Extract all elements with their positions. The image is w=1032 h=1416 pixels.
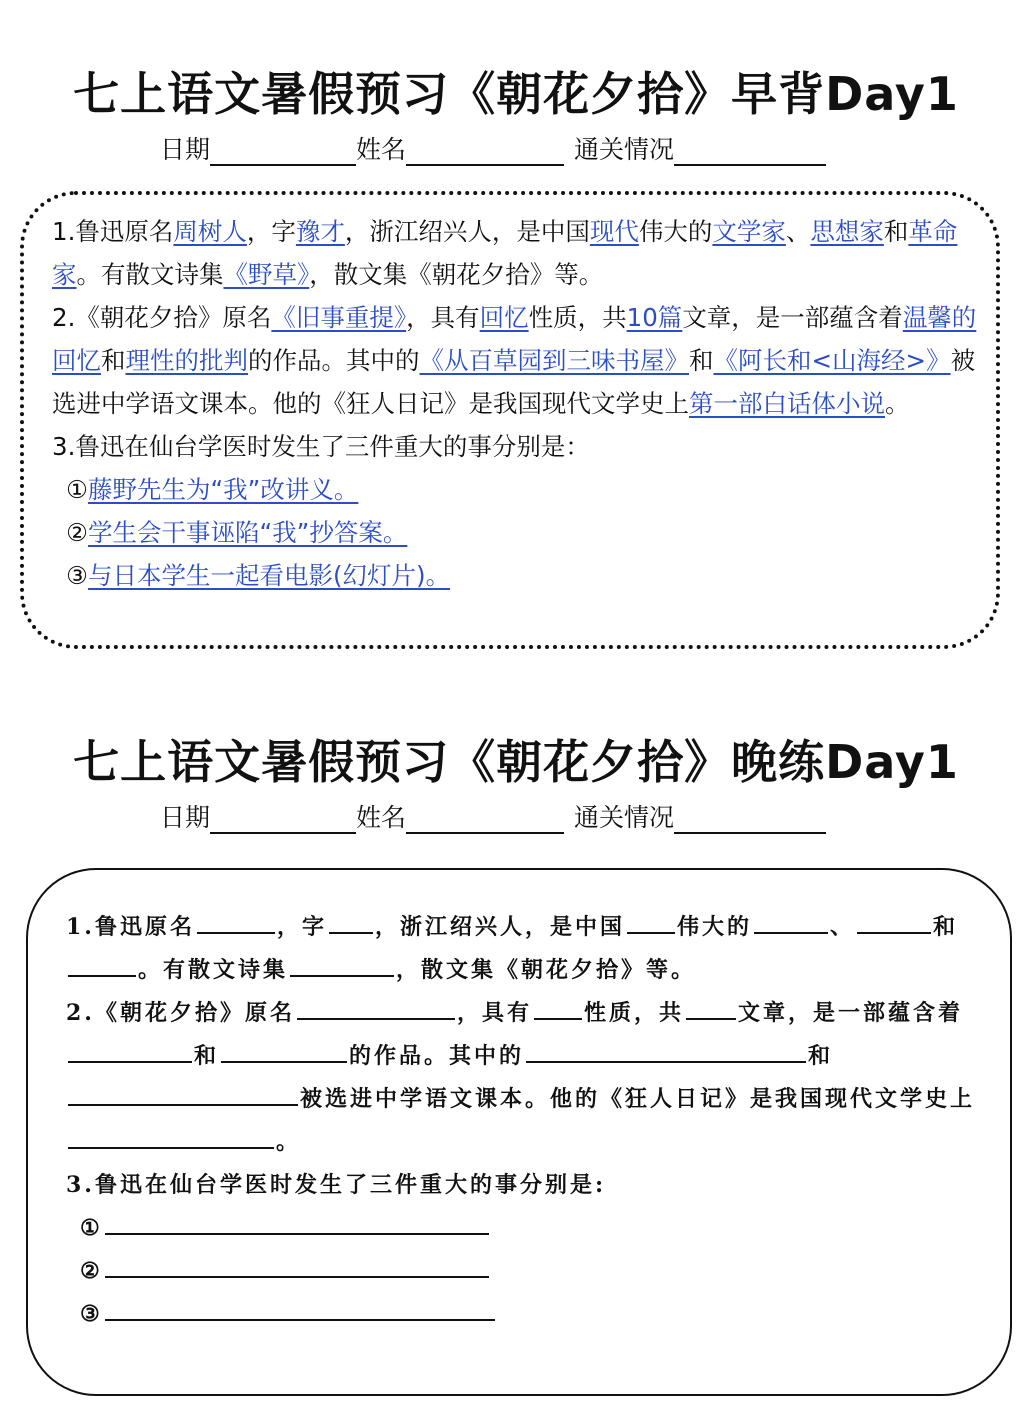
q1-answer-writer: 文学家: [712, 217, 786, 246]
q3-stem: 3.鲁迅在仙台学医时发生了三件重大的事分别是:: [66, 1172, 607, 1198]
q1-text: ，散文集《朝花夕拾》等。: [309, 260, 604, 289]
q2-text: ，具有: [406, 303, 480, 332]
q2-text: 的作品。其中的: [349, 1043, 525, 1069]
q2-answer-rational-critique: 理性的批判: [125, 346, 248, 375]
fill-blank[interactable]: [627, 910, 675, 934]
fill-blank[interactable]: [68, 953, 136, 977]
status-blank[interactable]: [674, 138, 826, 166]
name-label: 姓名: [356, 803, 407, 832]
date-label: 日期: [160, 803, 211, 832]
q1-text: ，浙江绍兴人，是中国: [374, 914, 625, 940]
morning-q2: [52, 296, 982, 425]
q1-text: 1.鲁迅原名: [52, 217, 174, 246]
q2-text: 性质，共: [583, 1000, 684, 1026]
q1-text: ，字: [276, 914, 327, 940]
q3-answer-row: [80, 1250, 976, 1293]
q1-text: 和: [883, 217, 909, 246]
fill-blank[interactable]: [534, 996, 582, 1020]
q1-text: 1.鲁迅原名: [66, 914, 195, 940]
q2-answer-nature: 回忆: [479, 303, 529, 332]
q1-text: 伟大的: [677, 914, 753, 940]
q1-text: 和: [933, 914, 959, 940]
morning-meta-row: [160, 130, 826, 166]
q3-answer-row: [80, 1207, 976, 1250]
evening-meta-row: [160, 798, 826, 834]
name-blank[interactable]: [406, 806, 564, 834]
fill-blank[interactable]: [754, 910, 828, 934]
fill-blank[interactable]: [68, 1125, 274, 1149]
status-blank[interactable]: [674, 806, 826, 834]
q2-text: 性质，共: [528, 303, 627, 332]
q2-text: 和: [808, 1043, 834, 1069]
q2-text: 被选进中学语文课本。他的《狂人日记》是我国现代文学史上: [300, 1086, 976, 1112]
q3-stem: 3.鲁迅在仙台学医时发生了三件重大的事分别是：: [52, 432, 590, 461]
date-blank[interactable]: [210, 806, 356, 834]
fill-blank[interactable]: [526, 1039, 806, 1063]
fill-blank[interactable]: [105, 1297, 495, 1321]
q1-answer-original-name: 周树人: [173, 217, 247, 246]
q1-text: 。有散文诗集: [138, 957, 289, 983]
evening-q3: [66, 1164, 976, 1336]
q2-text: ，具有: [456, 1000, 532, 1026]
morning-q3: [52, 425, 982, 597]
evening-title: 七上语文暑假预习《朝花夕拾》晚练Day1: [73, 735, 959, 789]
q1-answer-era: 现代: [589, 217, 639, 246]
fill-blank[interactable]: [290, 953, 394, 977]
q2-text: 的作品。其中的: [248, 346, 420, 375]
evening-q2: [66, 992, 976, 1164]
fill-blank[interactable]: [68, 1039, 192, 1063]
status-label: 通关情况: [574, 135, 675, 164]
q3-answer-row: [66, 468, 982, 511]
morning-q1: [52, 210, 982, 296]
q2-answer-essay-2: 《阿长和<山海经>》: [713, 346, 951, 375]
fill-blank[interactable]: [329, 910, 373, 934]
q1-text: 、: [785, 217, 811, 246]
q1-text: 伟大的: [638, 217, 713, 246]
q2-answer-essay-1: 《从百草园到三味书屋》: [419, 346, 689, 375]
q1-text: ，散文集《朝花夕拾》等。: [396, 957, 697, 983]
q2-answer-first-novel: 第一部白话体小说: [689, 389, 885, 418]
q2-text: 和: [689, 346, 714, 375]
q3-number: ②: [80, 1258, 103, 1284]
q2-text: 和: [101, 346, 126, 375]
fill-blank[interactable]: [68, 1082, 298, 1106]
morning-title: 七上语文暑假预习《朝花夕拾》早背Day1: [73, 67, 959, 121]
q2-text: 文章，是一部蕴含着: [682, 303, 903, 332]
fill-blank[interactable]: [686, 996, 736, 1020]
fill-blank[interactable]: [221, 1039, 347, 1063]
fill-blank[interactable]: [857, 910, 931, 934]
q3-number: ①: [80, 1215, 103, 1241]
status-label: 通关情况: [574, 803, 675, 832]
q2-answer-original-title: 《旧事重提》: [271, 303, 407, 332]
date-blank[interactable]: [210, 138, 356, 166]
q2-text: 。: [885, 389, 910, 418]
date-label: 日期: [160, 135, 211, 164]
q1-answer-prose-poems: 《野草》: [223, 260, 310, 289]
q3-number: ③: [80, 1301, 103, 1327]
q3-answer-2: 学生会干事诬陷“我”抄答案。: [87, 518, 408, 547]
morning-content: [52, 210, 982, 597]
q1-text: ，字: [246, 217, 296, 246]
fill-blank[interactable]: [105, 1211, 489, 1235]
q3-answer-row: [80, 1293, 976, 1336]
q3-answer-1: 藤野先生为“我”改讲义。: [87, 475, 359, 504]
q2-answer-warm-memory: 温馨的回忆: [52, 303, 977, 375]
name-blank[interactable]: [406, 138, 564, 166]
fill-blank[interactable]: [297, 996, 455, 1020]
q1-text: ，浙江绍兴人，是中国: [344, 217, 590, 246]
q1-text: 、: [830, 914, 856, 940]
q2-text: 2.《朝花夕拾》原名: [52, 303, 272, 332]
q1-text: 。有散文诗集: [76, 260, 224, 289]
fill-blank[interactable]: [197, 910, 275, 934]
fill-blank[interactable]: [105, 1254, 489, 1278]
q2-text: 文章，是一部蕴含着: [738, 1000, 964, 1026]
q1-answer-thinker: 思想家: [810, 217, 884, 246]
q2-text: 。: [276, 1129, 302, 1155]
q3-number: ③: [66, 561, 88, 590]
q3-answer-3: 与日本学生一起看电影(幻灯片)。: [87, 561, 451, 590]
q3-number: ②: [66, 518, 88, 547]
q2-text: 被选进中学语文课本。他的《狂人日记》是我国现代文学史上: [52, 346, 976, 418]
q1-answer-revolutionary: 革命家: [52, 217, 958, 289]
q1-answer-courtesy-name: 豫才: [295, 217, 345, 246]
name-label: 姓名: [356, 135, 407, 164]
evening-content: [66, 906, 976, 1336]
q3-answer-row: [66, 511, 982, 554]
q2-text: 和: [194, 1043, 220, 1069]
q3-number: ①: [66, 475, 88, 504]
q3-answer-row: [66, 554, 982, 597]
q2-answer-count: 10篇: [626, 303, 683, 332]
q2-text: 2.《朝花夕拾》原名: [66, 1000, 295, 1026]
evening-q1: [66, 906, 976, 992]
